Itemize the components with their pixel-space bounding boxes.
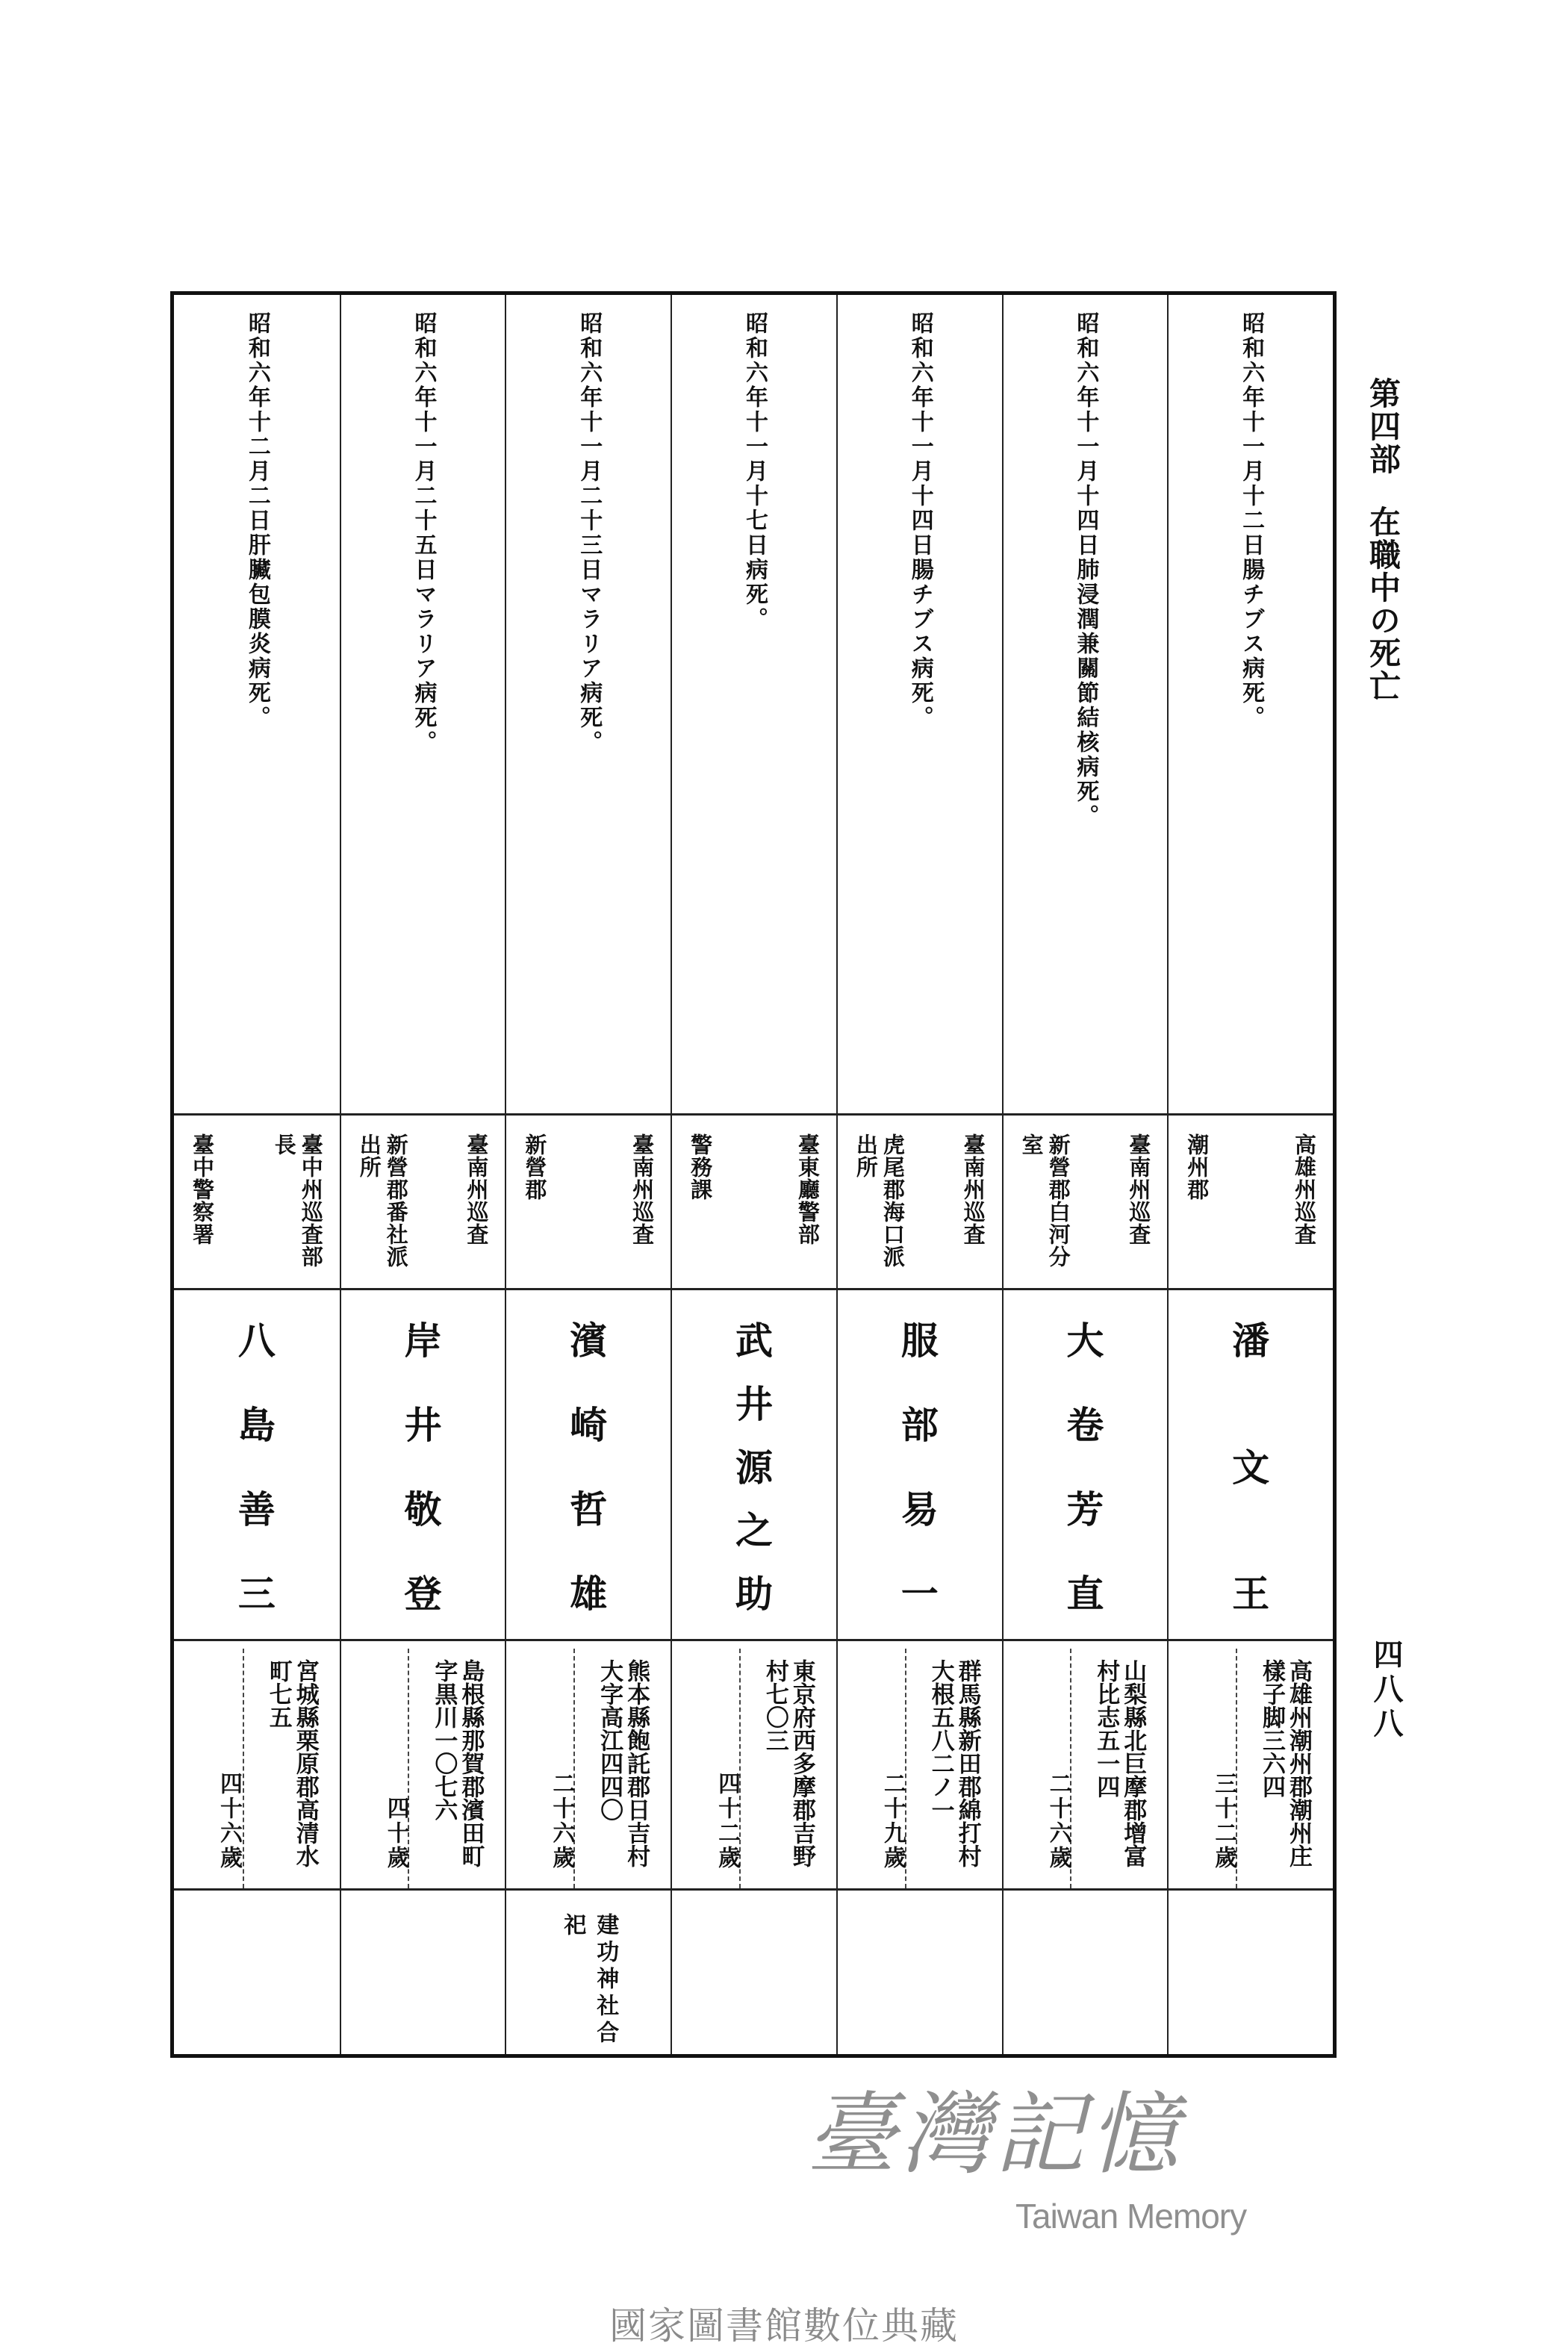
post-line: 臺中警察署 <box>189 1133 215 1245</box>
post-title <box>463 1133 490 1276</box>
name-cell <box>1004 1288 1168 1639</box>
name-cell <box>341 1288 505 1639</box>
home-address: 宮城縣栗原郡高清水町七五 <box>264 1659 319 1867</box>
post-cell <box>174 1113 340 1288</box>
post-title <box>794 1133 821 1276</box>
address-cell <box>506 1639 671 1888</box>
post-line: 新營郡番社派 <box>383 1133 409 1268</box>
death-cell <box>174 295 340 1113</box>
post-line: 臺南州巡査 <box>464 1133 490 1245</box>
death-record: 昭和六年十一月十二日腸チブス病死。 <box>1238 311 1265 730</box>
table-column-entry <box>836 295 1002 2054</box>
note-cell <box>506 1888 671 2054</box>
name-char: 服 <box>900 1319 939 1363</box>
name-char: 三 <box>237 1572 276 1616</box>
age: 三十二歲 <box>1210 1772 1237 1870</box>
home-address: 東京府西多摩郡吉野村七〇三 <box>761 1659 815 1867</box>
name-char: 哲 <box>570 1487 608 1531</box>
name-cell <box>1169 1288 1333 1639</box>
address-cell <box>1004 1639 1168 1888</box>
post-cell <box>1169 1113 1333 1288</box>
post-line: 新營郡白河分 <box>1045 1133 1071 1268</box>
table-column-entry <box>340 295 505 2054</box>
name-char: 八 <box>237 1319 276 1363</box>
death-record: 昭和六年十一月二十五日マラリア病死。 <box>410 311 437 755</box>
post-cell <box>341 1113 505 1288</box>
post-line: 臺南州巡査 <box>1126 1133 1152 1245</box>
post-line: 臺中州巡査部 <box>298 1133 324 1268</box>
note-cell <box>174 1888 340 2054</box>
death-record: 昭和六年十二月二日肝臟包膜炎病死。 <box>243 311 270 730</box>
age: 四十六歲 <box>215 1772 242 1870</box>
name-char: 卷 <box>1066 1403 1104 1447</box>
name-char: 源 <box>735 1445 773 1490</box>
name-char: 直 <box>1066 1572 1104 1616</box>
post-cell <box>838 1113 1002 1288</box>
name-char: 之 <box>735 1508 773 1553</box>
person-name <box>506 1311 671 1618</box>
post-cell <box>1004 1113 1168 1288</box>
note: 建功神社合祀 <box>559 1913 619 2047</box>
page-number: 四八八 <box>1369 1639 1404 1742</box>
home-address: 山梨縣北巨摩郡增富村比志五一四 <box>1092 1659 1147 1867</box>
library-footer: 國家圖書館數位典藏 <box>609 2304 959 2348</box>
running-header <box>1360 377 1405 703</box>
taiwan-memory-watermark <box>806 2083 1329 2277</box>
post-station <box>189 1133 216 1276</box>
post-line: 臺東廳警部 <box>794 1133 821 1245</box>
death-cell <box>506 295 671 1113</box>
address-cell <box>174 1639 340 1888</box>
part-label: 第四部 <box>1365 377 1401 476</box>
name-cell <box>506 1288 671 1639</box>
table-column-entry <box>1002 295 1168 2054</box>
note-cell <box>672 1888 836 2054</box>
section-title: 在職中の死亡 <box>1365 505 1401 703</box>
death-record: 昭和六年十一月十四日腸チブス病死。 <box>906 311 933 730</box>
person-name <box>174 1311 340 1618</box>
name-char: 潘 <box>1232 1319 1270 1363</box>
post-line: 臺南州巡査 <box>629 1133 656 1245</box>
home-address: 島根縣那賀郡濱田町字黒川一〇七六 <box>430 1659 485 1867</box>
home-address: 熊本縣飽託郡日吉村大字高江四四〇 <box>596 1659 650 1867</box>
home-address: 群馬縣新田郡綿打村大根五八二ノ一 <box>927 1659 981 1867</box>
address-cell <box>838 1639 1002 1888</box>
name-char: 部 <box>900 1403 939 1447</box>
post-station <box>853 1133 906 1276</box>
address-cell <box>672 1639 836 1888</box>
table-column-entry <box>174 295 340 2054</box>
death-cell <box>341 295 505 1113</box>
home-address: 高雄州潮州郡潮州庄樣子脚三六四 <box>1258 1659 1312 1867</box>
post-station <box>1183 1133 1210 1276</box>
name-char: 芳 <box>1066 1487 1104 1531</box>
post-cell <box>506 1113 671 1288</box>
person-name <box>1169 1311 1333 1618</box>
death-cell <box>672 295 836 1113</box>
post-line: 虎尾郡海口派 <box>880 1133 906 1268</box>
address-cell <box>1169 1639 1333 1888</box>
table-column-entry <box>505 295 671 2054</box>
name-char: 文 <box>1232 1445 1270 1490</box>
name-cell <box>174 1288 340 1639</box>
post-cell <box>672 1113 836 1288</box>
death-record: 昭和六年十一月十七日病死。 <box>741 311 768 632</box>
age: 四十二歲 <box>714 1772 741 1870</box>
name-cell <box>838 1288 1002 1639</box>
age: 二十九歲 <box>879 1772 906 1870</box>
name-char: 岸 <box>404 1319 442 1363</box>
name-char: 大 <box>1066 1319 1104 1363</box>
post-station <box>521 1133 548 1276</box>
note-cell <box>341 1888 505 2054</box>
post-station <box>1018 1133 1072 1276</box>
person-name <box>838 1311 1002 1618</box>
post-station <box>356 1133 410 1276</box>
post-title <box>629 1133 656 1276</box>
deaths-table <box>170 291 1337 2058</box>
post-title <box>960 1133 987 1276</box>
watermark-english: Taiwan Memory <box>1015 2197 1247 2236</box>
name-char: 崎 <box>570 1403 608 1447</box>
post-line: 高雄州巡査 <box>1292 1133 1317 1245</box>
name-char: 助 <box>735 1572 773 1616</box>
name-char: 一 <box>900 1572 939 1616</box>
age: 四十歲 <box>382 1796 409 1870</box>
death-cell <box>1004 295 1168 1113</box>
post-line: 潮州郡 <box>1184 1133 1210 1201</box>
note-cell <box>1004 1888 1168 2054</box>
name-char: 濱 <box>570 1319 608 1363</box>
death-record: 昭和六年十一月二十三日マラリア病死。 <box>576 311 603 755</box>
name-char: 島 <box>237 1403 276 1447</box>
post-station <box>687 1133 714 1276</box>
name-char: 敬 <box>404 1487 442 1531</box>
name-cell <box>672 1288 836 1639</box>
death-record: 昭和六年十一月十四日肺浸潤兼關節結核病死。 <box>1072 311 1099 829</box>
note-cell <box>1169 1888 1333 2054</box>
post-title <box>1291 1133 1318 1276</box>
age: 二十六歲 <box>1045 1772 1071 1870</box>
post-line: 臺南州巡査 <box>960 1133 986 1245</box>
name-char: 井 <box>404 1403 442 1447</box>
name-char: 武 <box>735 1319 773 1363</box>
note-cell <box>838 1888 1002 2054</box>
post-title <box>271 1133 325 1276</box>
post-line: 長 <box>271 1133 297 1156</box>
watermark-chinese: 臺灣記憶 <box>806 2083 1183 2187</box>
post-title <box>1125 1133 1152 1276</box>
name-char: 善 <box>237 1487 276 1531</box>
person-name <box>1004 1311 1168 1618</box>
person-name <box>672 1311 836 1618</box>
person-name <box>341 1311 505 1618</box>
post-line: 出所 <box>356 1133 382 1178</box>
death-cell <box>1169 295 1333 1113</box>
name-char: 井 <box>735 1381 773 1426</box>
name-char: 王 <box>1232 1572 1270 1616</box>
table-column-entry <box>671 295 836 2054</box>
name-char: 登 <box>404 1572 442 1616</box>
post-line: 警務課 <box>688 1133 714 1201</box>
age: 二十六歲 <box>548 1772 575 1870</box>
name-char: 雄 <box>570 1572 608 1616</box>
table-column-entry <box>1167 295 1333 2054</box>
name-char: 易 <box>900 1487 939 1531</box>
address-cell <box>341 1639 505 1888</box>
death-cell <box>838 295 1002 1113</box>
post-line: 出所 <box>853 1133 879 1178</box>
post-line: 新營郡 <box>522 1133 548 1201</box>
post-line: 室 <box>1018 1133 1045 1156</box>
